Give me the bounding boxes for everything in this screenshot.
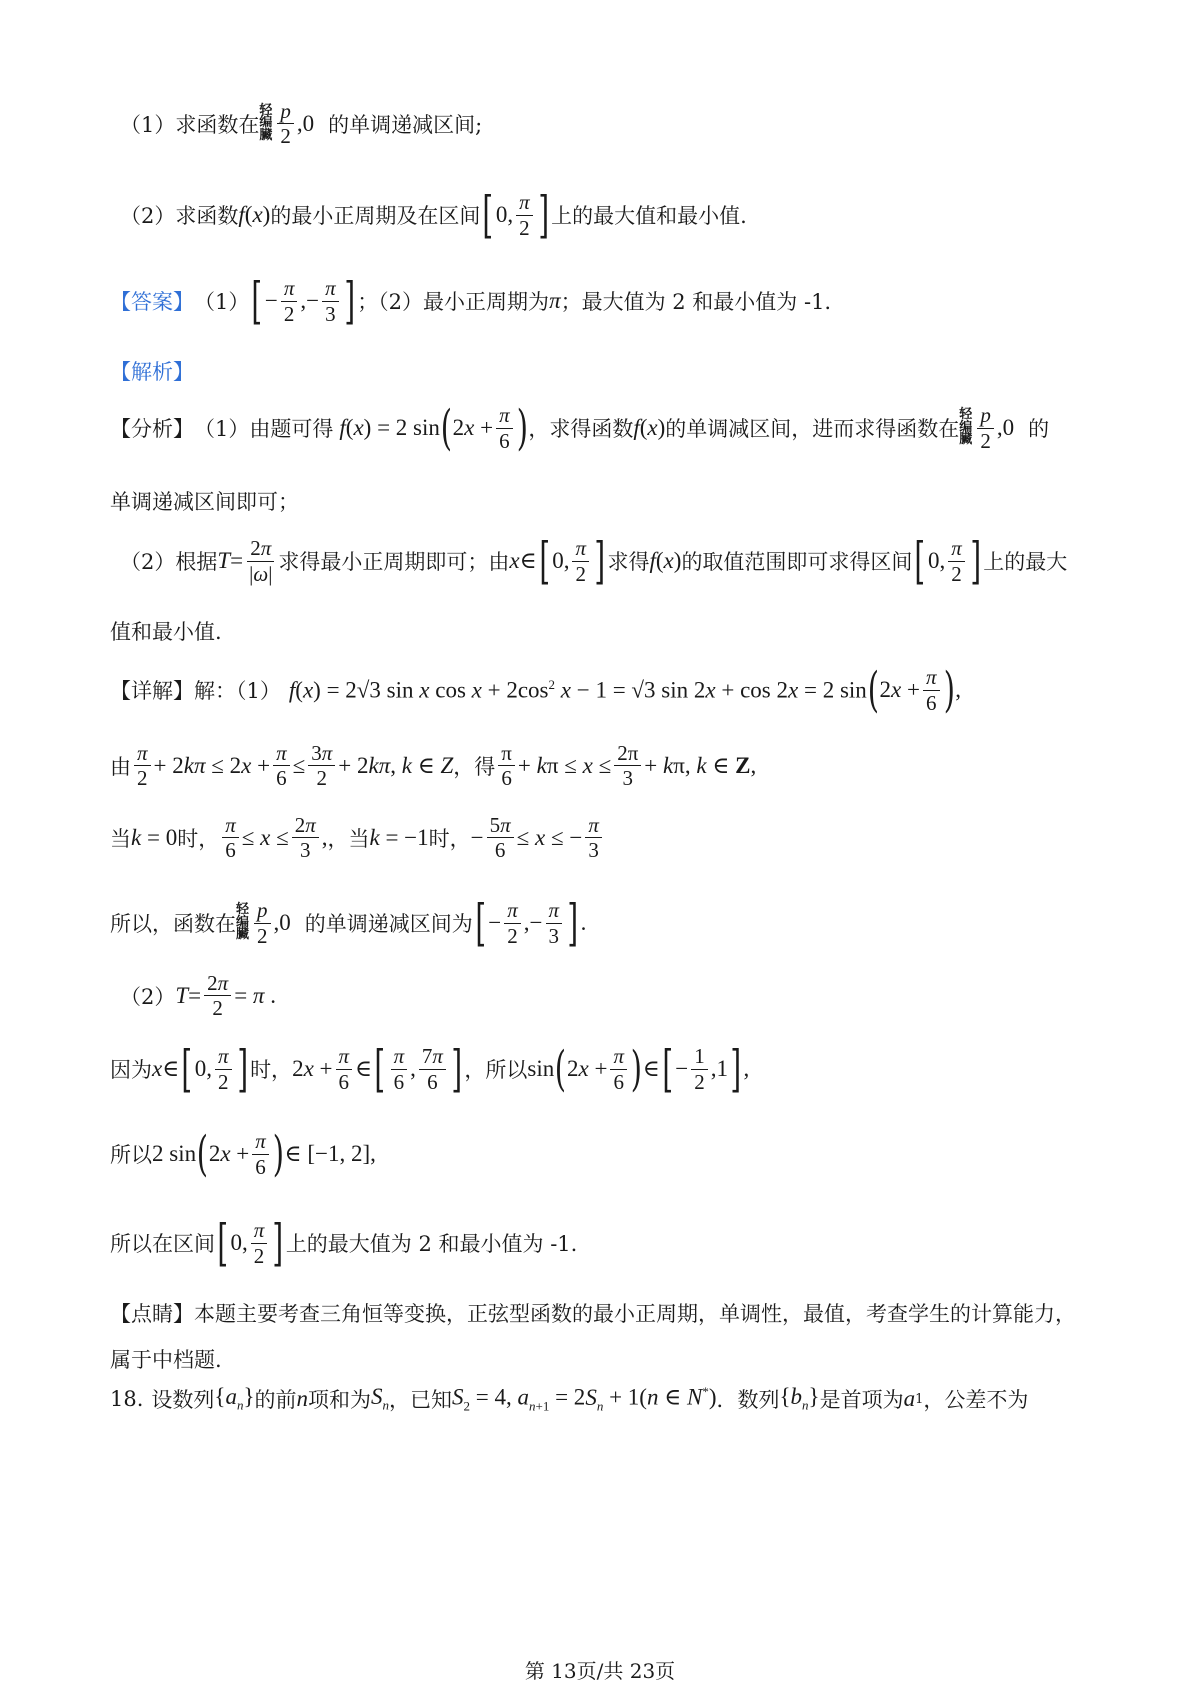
question-2: （2）求函数 f ( x ) 的最小正周期及在区间 [ 0, $\frac{\pi}{2}$ ] 上的最大值和最小值. (120, 186, 747, 244)
fenxi-line-1: 【分析】 （1）由题可得 f(x) = 2 sin ( 2x + $\frac{\pi}{6}$ ) ，求得函数 f (x) 的单调减区间，进而求得函数在 轻 编 臟 $\frac{p}{2}$ ,0 的 (110, 400, 1050, 456)
fenxi-2-line-1: （2）根据 T = $\frac{2\pi}{|\omega|}$ 求得最小正周期即可；由 x ∈ [ 0, $\frac{\pi}{2}$ ] 求得 f (x) 的取值范围即可求得区间 [ 0, $\frac{\pi}{2}$ ] 上的最大 (120, 532, 1068, 590)
dianjing-line-1: 【点睛】 本题主要考查三角恒等变换，正弦型函数的最小正周期，单调性，最值，考查学生的计算能力， (110, 1302, 1076, 1326)
detail-line-7: 所以 2 sin ( 2x + $\frac{\pi}{6}$ ) ∈ [−1, 2], (110, 1126, 376, 1182)
detail-line-5: （2） T = $\frac{2\pi}{2}$ = π . (120, 971, 276, 1021)
detail-line-8: 所以在区间 [ 0, $\frac{\pi}{2}$ ] 上的最大值为 2 和最小值为 -1. (110, 1214, 578, 1272)
detail-line-4: 所以，函数在 轻 编 臟 $\frac{p}{2}$ ,0 的单调递减区间为 [ − $\frac{\pi}{2}$ ,− $\frac{\pi}{3}$ ] . (110, 894, 587, 952)
detail-line-6: 因为 x ∈ [ 0, $\frac{\pi}{2}$ ] 时， 2x + $\frac{\pi}{6}$ ∈ [ $\frac{\pi}{6}$ , $\frac{7\pi}{6}$ ] ，所以 sin ( 2x + $\frac{\pi}{6}$ ) ∈ [ − $\frac{1}{2}$ ,1 ] , (110, 1040, 750, 1098)
answer-line: 【答案】 （1） [ − $\frac{\pi}{2}$ ,− $\frac{\pi}{3}$ ] ；（2）最小正周期为 π ；最大值为 2 和最小值为 -1. (110, 272, 832, 330)
question-1: （1）求函数在 轻 编 臟 $\frac{p}{2}$ ,0 的单调递减区间; (120, 99, 483, 149)
analysis-tag: 【解析】 (110, 360, 194, 384)
fraction-p-over-2: $\frac{p}{2}$ (277, 100, 294, 147)
fenxi-line-2: 单调递减区间即可； (110, 490, 299, 514)
detail-line-3: 当 k = 0 时， $\frac{\pi}{6}$ ≤ x ≤ $\frac{2\pi}{3}$ , ，当 k = −1 时， − $\frac{5\pi}{6}$ ≤ x ≤ − $\frac{\pi}{3}$ (110, 814, 605, 861)
garbled-formula-glyph: 轻 编 臟 (236, 902, 250, 943)
detail-line-2: 由 $\frac{\pi}{2}$ + 2kπ ≤ 2x + $\frac{\pi}{6}$ ≤ $\frac{3\pi}{2}$ + 2kπ, k ∈ Z ，得 $\frac{\pi}{6}$ + kπ ≤ x ≤ $\frac{2\pi}{3}$ + kπ, k ∈ Z, (110, 741, 757, 791)
fenxi-2-line-2: 值和最小值. (110, 620, 222, 644)
detail-line-1: 【详解】 解：（1） f(x) = 2√3 sin x $\cos x + 2\cos^2$ x − 1 = √3 sin 2x + cos 2x = 2 sin ( 2x + $\frac{\pi}{6}$ ) , (110, 662, 961, 718)
dianjing-line-2: 属于中档题. (110, 1348, 222, 1372)
garbled-formula-glyph: 轻 编 臟 (259, 103, 273, 143)
question-18: 18. 设数列 $\{a_n\}$ 的前 n 项和为 $S_n$ ，已知 $S_2 = 4$, $a_{n+1} = 2S_n + 1(n$ ∈ N*) ．数列 $\{b_n\}$ 是首项为 a 1 ，公差不为 (110, 1384, 1029, 1414)
page-footer: 第 13页/共 23页 (524, 1659, 676, 1683)
garbled-formula-glyph: 轻 编 臟 (959, 407, 973, 448)
